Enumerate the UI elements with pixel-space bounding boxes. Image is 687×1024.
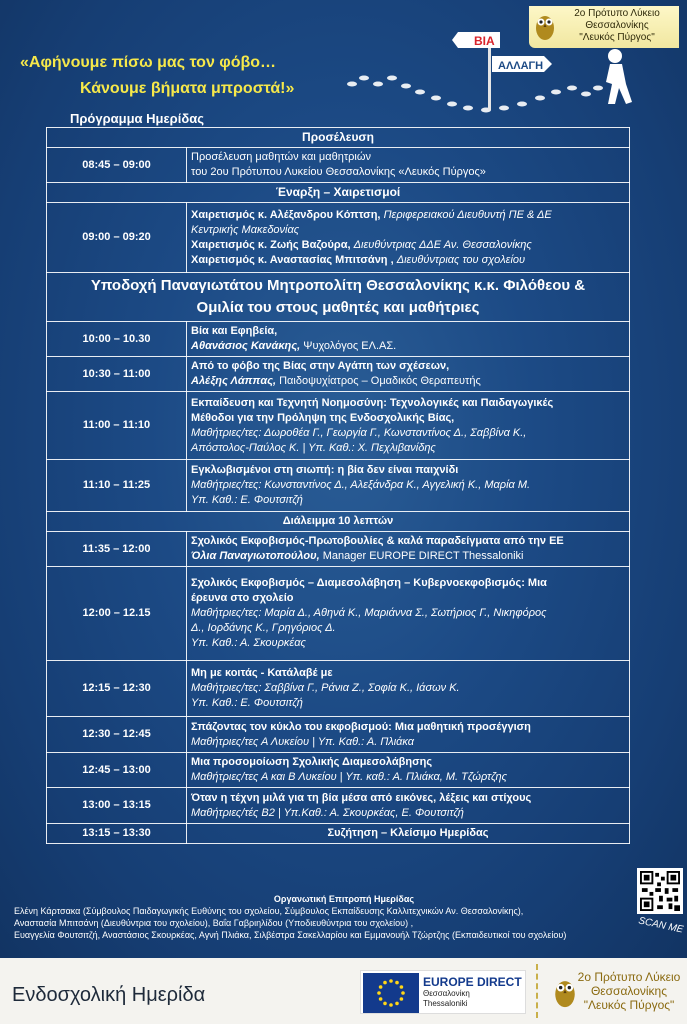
europe-direct-city2: Thessaloniki (423, 999, 468, 1008)
session-cell (187, 392, 630, 460)
slogan-line1: «Αφήνουμε πίσω μας τον φόβο… (20, 54, 277, 71)
session-people: Μαθήτριες/τές Β2 | Υπ.Καθ.: Α. Σκουρκέας, Ε. Φουτσιτζή (191, 806, 464, 819)
session-cell (187, 567, 630, 661)
time-cell: 11:35 – 12:00 (47, 532, 187, 567)
time-cell: 08:45 – 09:00 (47, 148, 187, 183)
session-cell (187, 357, 630, 392)
session-cell (187, 788, 630, 824)
session-cell (187, 753, 630, 788)
session-title: Μη με κοιτάς - Κατάλαβέ με (191, 667, 333, 679)
slogan-line2: Κάνουμε βήματα μπροστά!» (80, 80, 295, 97)
table-row (47, 148, 630, 183)
session-title: Εκπαίδευση και Τεχνητή Νοημοσύνη: Τεχνολογικές και Παιδαγωγικές (191, 396, 554, 409)
table-row (47, 322, 630, 357)
time-cell: 09:00 – 09:20 (47, 203, 187, 273)
footer (0, 958, 687, 1024)
session-people: Μαθήτριες/τες: Μαρία Δ., Αθηνά Κ., Μαριάννα Σ., Σωτήριος Γ., Νικηφόρος (191, 607, 547, 619)
session-cell (187, 460, 630, 512)
organizing-line3: Ευαγγελία Φουτσιτζή, Αναστάσιος Σκουρκέας, Αγνή Πλιάκα, Σιλβέστρα Σακελλαρίου και Εμμανουήλ Τζώρτζης (Εκπαιδευτικοί του σχολείου) (14, 930, 567, 940)
arrival-heading: Προσέλευση (47, 128, 630, 148)
session-cell: Συζήτηση – Κλείσιμο Ημερίδας (187, 824, 630, 844)
session-title: Μια προσομοίωση Σχολικής Διαμεσολάβησης (191, 756, 433, 768)
table-row (47, 128, 630, 148)
metropolitan-line2: Ομιλία του στους μαθητές και μαθήτριες (196, 299, 480, 316)
table-row (47, 203, 630, 273)
footer-school-line2: Θεσσαλονίκης (590, 984, 668, 998)
owl-icon (552, 974, 578, 1010)
table-row (47, 357, 630, 392)
sign-via: ΒΙΑ (474, 34, 495, 48)
session-title: Εγκλωβισμένοι στη σιωπή: η βία δεν είναι παιχνίδι (191, 464, 459, 476)
greeting2-name: Χαιρετισμός κ. Ζωής Βαζούρα, (191, 238, 351, 251)
arrival-line1: Προσέλευση μαθητών και μαθητριών (191, 151, 371, 163)
time-cell: 12:15 – 12:30 (47, 661, 187, 717)
organizing-title: Οργανωτική Επιτροπή Ημερίδας (273, 894, 415, 904)
time-cell: 11:10 – 11:25 (47, 460, 187, 512)
time-cell: 13:00 – 13:15 (47, 788, 187, 824)
greeting1-role2: Κεντρικής Μακεδονίας (191, 223, 300, 236)
session-cell (187, 203, 630, 273)
speaker-role: Manager EUROPE DIRECT Thessaloniki (322, 550, 524, 562)
organizing-line1: Ελένη Κάρτσακα (Σύμβουλος Παιδαγωγικής Ευθύνης του σχολείου, Σύμβουλος Εκπαίδευσης Καλλιτεχνικών Αν. Θεσσαλονίκης), (14, 906, 524, 916)
time-cell: 11:00 – 11:10 (47, 392, 187, 460)
scan-me-label: SCAN ME (637, 915, 685, 936)
time-cell: 10:00 – 10.30 (47, 322, 187, 357)
europe-direct-city1: Θεσσαλονίκη (423, 989, 470, 998)
signpost-illustration (340, 26, 640, 122)
session-cell (187, 532, 630, 567)
table-row (47, 183, 630, 203)
session-title-cont: Μέθοδοι για την Πρόληψη της Ενδοσχολικής Βίας, (191, 411, 455, 424)
session-title: Σχολικός Εκφοβισμός-Πρωτοβουλίες & καλά παραδείγματα από την ΕΕ (191, 535, 564, 547)
greeting3-name: Χαιρετισμός κ. Αναστασίας Μπιτσάνη , (191, 253, 394, 266)
speaker-role: Παιδοψυχίατρος – Ομαδικός Θεραπευτής (279, 375, 481, 387)
footer-school-line1: 2ο Πρότυπο Λύκειο (577, 970, 681, 984)
greeting2-role: Διευθύντριας ΔΔΕ Αν. Θεσσαλονίκης (353, 238, 532, 251)
session-cell (187, 148, 630, 183)
europe-direct-title: EUROPE DIRECT (423, 975, 522, 989)
table-row (47, 273, 630, 322)
table-row (47, 392, 630, 460)
session-people: Μαθήτριες/τες: Σαββίνα Γ., Ράνια Ζ., Σοφία Κ., Ιάσων Κ. (191, 682, 460, 694)
footer-title: Ενδοσχολική Ημερίδα (12, 984, 206, 1006)
table-row (47, 532, 630, 567)
footer-school-line3: "Λευκός Πύργος" (583, 998, 675, 1012)
footprints-icon (347, 76, 603, 113)
greeting3-role: Διευθύντριας του σχολείου (396, 253, 526, 266)
table-row (47, 661, 630, 717)
school-name-line1: 2ο Πρότυπο Λύκειο (574, 8, 660, 19)
time-cell: 12:00 – 12.15 (47, 567, 187, 661)
slogan (16, 50, 346, 102)
session-cell (187, 717, 630, 753)
speaker-role: Ψυχολόγος ΕΛ.ΑΣ. (303, 340, 397, 352)
session-people-cont: Απόστολος-Παύλος Κ. | Υπ. Καθ.: Χ. Πεχλιβανίδης (191, 441, 436, 454)
europe-direct-text (423, 975, 522, 1009)
session-people: Μαθήτριες/τες Α Λυκείου | Υπ. Καθ.: Α. Πλιάκα (191, 735, 415, 748)
school-name-line2: Θεσσαλονίκης (585, 20, 649, 31)
session-cell (187, 322, 630, 357)
walking-person-icon (606, 49, 632, 104)
greeting1-name: Χαιρετισμός κ. Αλέξανδρου Κόπτση, (191, 208, 381, 221)
program-title: Πρόγραμμα Ημερίδας (70, 111, 204, 126)
table-row (47, 717, 630, 753)
session-title: Από το φόβο της Βίας στην Αγάπη των σχέσεων, (191, 360, 450, 372)
schedule-table (46, 127, 630, 844)
session-title: Σχολικός Εκφοβισμός – Διαμεσολάβηση – Κυβερνοεκφοβισμός: Μια (191, 577, 547, 589)
session-people-cont: Υπ. Καθ.: Ε. Φουτσιτζή (191, 494, 303, 506)
eu-flag-icon (363, 973, 419, 1013)
session-people: Μαθήτριες/τες: Δωροθέα Γ., Γεωργία Γ., Κωνσταντίνος Δ., Σαββίνα Κ., (191, 426, 527, 439)
table-row (47, 512, 630, 532)
session-people: Μαθήτριες/τες Α και Β Λυκείου | Υπ. καθ.: Α. Πλιάκα, Μ. Τζώρτζης (191, 771, 507, 783)
break-cell: Διάλειμμα 10 λεπτών (47, 512, 630, 532)
footer-school-logo (536, 964, 682, 1018)
session-title-cont: έρευνα στο σχολείο (191, 592, 294, 604)
school-name-line3: "Λευκός Πύργος" (579, 32, 655, 43)
session-people-cont: Δ., Ιορδάνης Κ., Γρηγόριος Δ. (191, 622, 336, 634)
opening-heading: Έναρξη – Χαιρετισμοί (47, 183, 630, 203)
speaker-name: Αλέξης Λάππας, (191, 375, 277, 387)
organizing-line2: Αναστασία Μπιτσάνη (Διευθύντρια του σχολείου), Βαΐα Γαβριηλίδου (Υποδιευθύντρια του σχολείου) , (14, 918, 414, 928)
metropolitan-line1: Υποδοχή Παναγιωτάτου Μητροπολίτη Θεσσαλονίκης κ.κ. Φιλόθεου & (90, 277, 586, 294)
session-title: Σπάζοντας τον κύκλο του εκφοβισμού: Μια μαθητική προσέγγιση (191, 720, 531, 733)
time-cell: 13:15 – 13:30 (47, 824, 187, 844)
sign-allagi: ΑΛΛΑΓΗ (498, 60, 544, 72)
time-cell: 12:30 – 12:45 (47, 717, 187, 753)
session-people: Μαθήτριες/τες: Κωνσταντίνος Δ., Αλεξάνδρα Κ., Αγγελική Κ., Μαρία Μ. (191, 479, 531, 491)
session-cell (187, 661, 630, 717)
qr-code-icon[interactable] (637, 868, 683, 914)
session-title: Όταν η τέχνη μιλά για τη βία μέσα από εικόνες, λέξεις και στίχους (191, 791, 532, 804)
table-row (47, 567, 630, 661)
europe-direct-logo (360, 970, 526, 1014)
session-teacher: Υπ. Καθ.: Ε. Φουτσιτζή (191, 697, 303, 709)
metropolitan-cell (47, 273, 630, 322)
time-cell: 12:45 – 13:00 (47, 753, 187, 788)
session-teacher: Υπ. Καθ.: Α. Σκουρκέας (191, 637, 306, 649)
arrival-line2: του 2ου Πρότυπου Λυκείου Θεσσαλονίκης «Λευκός Πύργος» (191, 166, 486, 178)
table-row (47, 788, 630, 824)
table-row (47, 460, 630, 512)
greeting1-role: Περιφερειακού Διευθυντή ΠΕ & ΔΕ (383, 208, 552, 221)
time-cell: 10:30 – 11:00 (47, 357, 187, 392)
organizing-committee (0, 893, 687, 941)
session-title: Βία και Εφηβεία, (191, 325, 278, 337)
speaker-name: Αθανάσιος Κανάκης, (191, 340, 301, 352)
table-row (47, 824, 630, 844)
table-row (47, 753, 630, 788)
speaker-name: Όλια Παναγιωτοπούλου, (191, 550, 320, 562)
